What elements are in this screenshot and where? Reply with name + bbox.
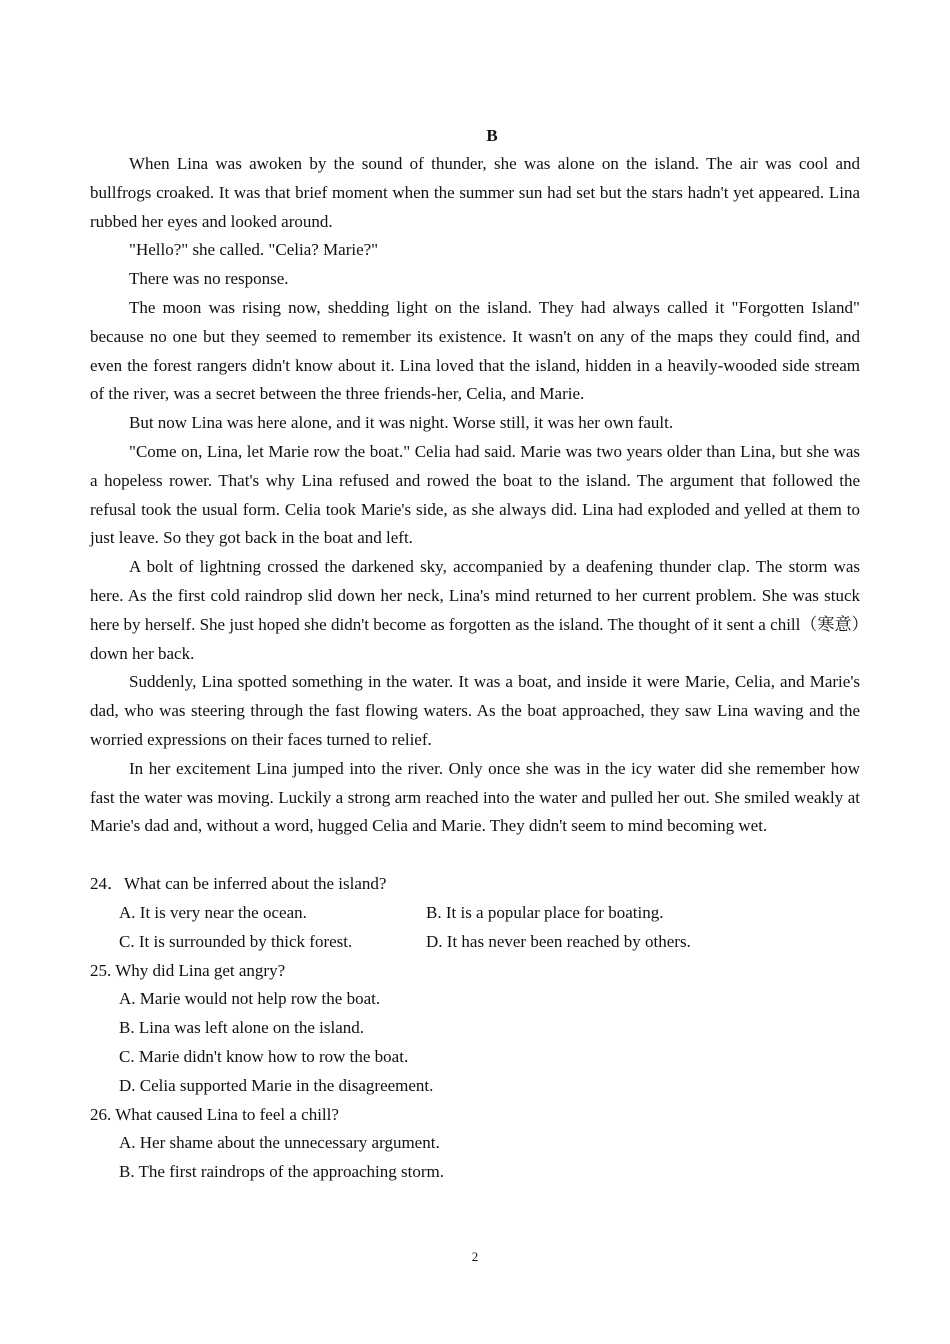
question-stem: 26. What caused Lina to feel a chill? [90,1104,339,1124]
option-d: D. It has never been reached by others. [426,931,691,951]
option-a: A. Her shame about the unnecessary argument. [119,1133,440,1153]
passage-paragraph: But now Lina was here alone, and it was night. Worse still, it was her own fault. [129,413,674,433]
question-stem: 24．What can be inferred about the island? [90,874,387,894]
passage-paragraph: A bolt of lightning crossed the darkened sky, accompanied by a deafening thunder clap. The storm was here. As the first cold raindrop slid down her neck, Lina's mind returned to her current problem. She was stuck here by herself. She just hoped she didn't become as forgotten as the island. The thought of it sent a chill（寒意）down her back. [90,557,860,663]
option-d: D. Celia supported Marie in the disagreement. [119,1075,434,1095]
passage-paragraph: There was no response. [129,269,289,289]
option-b: B. It is a popular place for boating. [426,902,664,922]
option-c: C. It is surrounded by thick forest. [119,931,353,951]
passage-paragraph: "Hello?" she called. "Celia? Marie?" [129,240,379,260]
passage-paragraph: "Come on, Lina, let Marie row the boat." Celia had said. Marie was two years older than Lina, but she was a hopeless rower. That's why Lina refused and rowed the boat to the island. The argument that followed the refusal took the usual form. Celia took Marie's side, as she always did. Lina had exploded and yelled at them to just leave. So they got back in the boat and left. [90,441,860,548]
option-c: C. Marie didn't know how to row the boat. [119,1046,409,1066]
passage-paragraph: In her excitement Lina jumped into the river. Only once she was in the icy water did she remember how fast the water was moving. Luckily a strong arm reached into the water and pulled her out. She smiled weakly at Marie's dad and, without a word, hugged Celia and Marie. They didn't seem to mind becoming wet. [90,758,860,836]
question-25 [90,957,860,1101]
exam-page [90,121,860,1187]
option-b: B. The first raindrops of the approaching storm. [119,1162,444,1182]
option-a: A. It is very near the ocean. [119,902,307,922]
question-24 [90,870,860,956]
option-b: B. Lina was left alone on the island. [119,1018,365,1038]
passage-paragraph: The moon was rising now, shedding light on the island. They had always called it "Forgotten Island" because no one but they seemed to remember its existence. It wasn't on any of the maps they could find, and even the forest rangers didn't know about it. Lina loved that the island, hidden in a heavily-wooded side stream of the river, was a secret between the three friends-her, Celia, and Marie. [90,297,860,404]
passage-paragraph: When Lina was awoken by the sound of thunder, she was alone on the island. The air was cool and bullfrogs croaked. It was that brief moment when the summer sun had set but the stars hadn't yet appeared. Lina rubbed her eyes and looked around. [90,154,860,231]
option-a: A. Marie would not help row the boat. [119,989,381,1009]
section-heading: B [486,126,498,145]
page-number: 2 [471,1249,479,1264]
question-26 [90,1101,860,1187]
question-stem: 25. Why did Lina get angry? [90,960,286,980]
reading-passage [90,150,860,841]
passage-paragraph: Suddenly, Lina spotted something in the water. It was a boat, and inside it were Marie, Celia, and Marie's dad, who was steering through the fast flowing waters. As the boat approached, they saw Lina waving and the worried expressions on their faces turned to relief. [90,672,860,749]
